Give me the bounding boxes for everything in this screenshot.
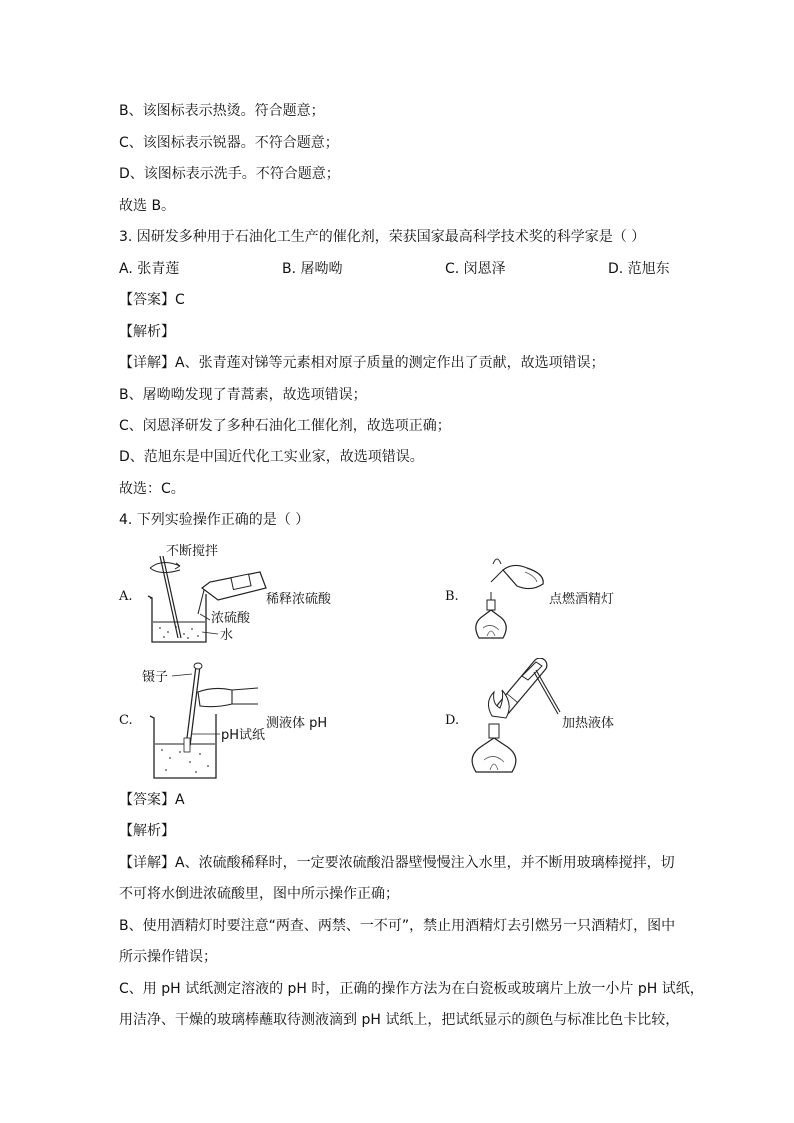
option-a: A. 张青莲: [119, 261, 180, 277]
figure-b-lamp: [465, 552, 555, 642]
text-line: D、该图标表示洗手。不符合题意；: [119, 166, 340, 182]
analysis-label: 【解析】: [119, 324, 175, 340]
label-ph-paper: pH试纸: [221, 728, 266, 743]
text-line: C、用 pH 试纸测定溶液的 pH 时，正确的操作方法为在白瓷板或玻璃片上放一小片 pH 试纸，: [119, 981, 704, 997]
text-line: 不可将水倒进浓硫酸里，图中所示操作正确；: [119, 886, 399, 902]
label-stir: 不断搅拌: [166, 544, 219, 559]
text-line: 故选 B。: [119, 198, 176, 214]
text-line: 所示操作错误；: [119, 949, 217, 965]
answer-label: 【答案】A: [119, 792, 185, 808]
text-line: 用洁净、干燥的玻璃棒蘸取待测液滴到 pH 试纸上，把试纸显示的颜色与标准比色卡比较，: [119, 1012, 680, 1028]
figure-c-letter: C.: [119, 713, 133, 728]
option-d: D. 范旭东: [608, 261, 670, 277]
figure-b-letter: B.: [445, 589, 459, 604]
text-line: C、闵恩泽研发了多种石油化工催化剂，故选项正确；: [119, 418, 451, 434]
text-line: B、该图标表示热烫。符合题意；: [119, 103, 325, 119]
option-c: C. 闵恩泽: [445, 261, 506, 277]
caption-d: 加热液体: [562, 716, 615, 731]
question-3: 3. 因研发多种用于石油化工生产的催化剂，荣获国家最高科学技术奖的科学家是（ ）: [119, 229, 646, 245]
label-tweezers: 镊子: [142, 670, 169, 685]
analysis-label: 【解析】: [119, 823, 175, 839]
text-line: D、范旭东是中国近代化工实业家，故选项错误。: [119, 449, 424, 465]
answer-label: 【答案】C: [119, 292, 185, 308]
caption-a: 稀释浓硫酸: [266, 592, 332, 607]
caption-b: 点燃酒精灯: [549, 592, 615, 607]
option-b: B. 屠呦呦: [282, 261, 343, 277]
label-water: 水: [220, 628, 234, 643]
caption-c: 测液体 pH: [266, 716, 328, 731]
figure-a-letter: A.: [119, 589, 133, 604]
text-line: 故选：C。: [119, 481, 185, 497]
text-line: 【详解】A、浓硫酸稀释时，一定要浓硫酸沿器壁慢慢注入水里，并不断用玻璃棒搅拌，切: [119, 855, 675, 871]
label-acid: 浓硫酸: [211, 611, 251, 626]
question-4: 4. 下列实验操作正确的是（ ）: [119, 512, 310, 528]
text-line: B、使用酒精灯时要注意“两查、两禁、一不可”，禁止用酒精灯去引燃另一只酒精灯，图中: [119, 918, 676, 934]
text-line: 【详解】A、张青莲对锑等元素相对原子质量的测定作出了贡献，故选项错误；: [119, 355, 605, 371]
figure-d-heating: [462, 658, 562, 776]
figure-d-letter: D.: [445, 713, 460, 728]
text-line: C、该图标表示锐器。不符合题意；: [119, 135, 339, 151]
text-line: B、屠呦呦发现了青蒿素，故选项错误；: [119, 387, 367, 403]
